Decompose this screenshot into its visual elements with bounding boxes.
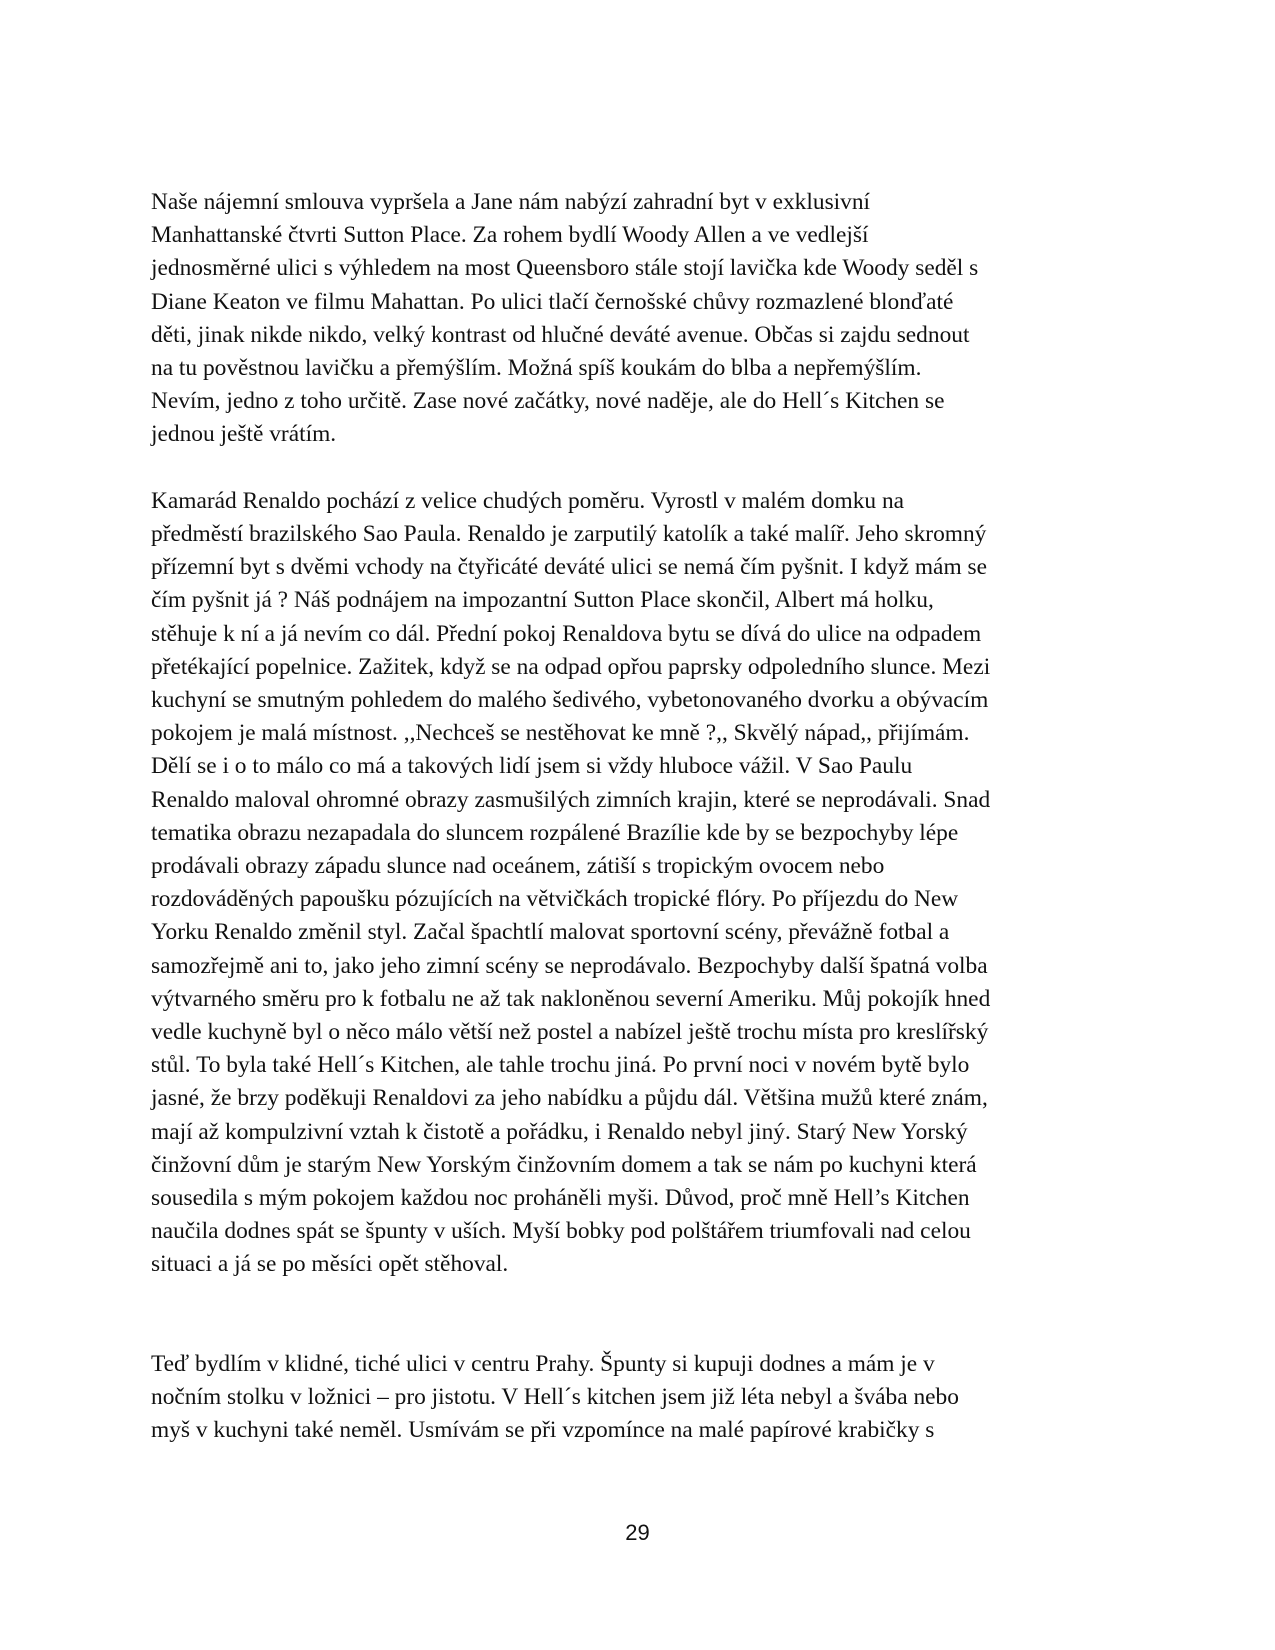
paragraph-2: [151, 485, 1131, 1282]
text-line: Diane Keaton ve filmu Mahattan. Po ulici tlačí černošské chůvy rozmazlené blonďaté: [151, 288, 954, 315]
text-line: mají až kompulzivní vztah k čistotě a pořádku, i Renaldo nebyl jiný. Starý New Yorský: [151, 1118, 968, 1145]
paragraph-3: [151, 1348, 1131, 1448]
text-line: Kamarád Renaldo pochází z velice chudých poměru. Vyrostl v malém domku na: [151, 487, 905, 514]
text-line: naučila dodnes spát se špunty v uších. Myší bobky pod polštářem triumfovali nad celou: [151, 1218, 971, 1245]
text-line: Renaldo maloval ohromné obrazy zasmušilých zimních krajin, které se neprodávali. Snad: [151, 786, 991, 813]
text-line: jednosměrné ulici s výhledem na most Queensboro stále stojí lavička kde Woody seděl s: [151, 255, 979, 282]
text-line: činžovní dům je starým New Yorským činžovním domem a tak se nám po kuchyni která: [151, 1151, 977, 1178]
text-line: Yorku Renaldo změnil styl. Začal špachtlí malovat sportovní scény, převážně fotbal a: [151, 919, 950, 946]
paragraph-spacer: [151, 452, 1131, 485]
text-line: Nevím, jedno z toho určitě. Zase nové začátky, nové naděje, ale do Hell´s Kitchen se: [151, 388, 945, 415]
text-line: výtvarného směru pro k fotbalu ne až tak nakloněnou severní Ameriku. Můj pokojík hned: [151, 985, 991, 1012]
text-line: nočním stolku v ložnici – pro jistotu. V Hell´s kitchen jsem již léta nebyl a švába nebo: [151, 1384, 959, 1411]
text-line: situaci a já se po měsíci opět stěhoval.: [151, 1251, 509, 1278]
text-line: Naše nájemní smlouva vypršela a Jane nám nabýzí zahradní byt v exklusivní: [151, 189, 871, 215]
text-line: rozdováděných papoušku pózujících na větvičkách tropické flóry. Po příjezdu do New: [151, 886, 959, 913]
text-line: prodávali obrazy západu slunce nad oceánem, zátiší s tropickým ovocem nebo: [151, 853, 885, 880]
text-line: předměstí brazilského Sao Paula. Renaldo je zarputilý katolík a také malíř. Jeho skromný: [151, 521, 987, 548]
text-line: Dělí se i o to málo co má a takových lidí jsem si vždy hluboce vážil. V Sao Paulu: [151, 753, 913, 780]
text-line: tematika obrazu nezapadala do sluncem rozpálené Brazílie kde by se bezpochyby lépe: [151, 819, 959, 846]
paragraph-spacer: [151, 1282, 1131, 1348]
text-line: Teď bydlím v klidné, tiché ulici v centru Prahy. Špunty si kupuji dodnes a mám je v: [151, 1351, 935, 1378]
text-line: sousedila s mým pokojem každou noc proháněli myši. Důvod, proč mně Hell’s Kitchen: [151, 1185, 970, 1212]
text-line: pokojem je malá místnost. ,,Nechceš se nestěhovat ke mně ?,, Skvělý nápad,, přijímám.: [151, 720, 970, 747]
text-line: myš v kuchyni také neměl. Usmívám se při vzpomínce na malé papírové krabičky s: [151, 1417, 935, 1444]
text-line: děti, jinak nikde nikdo, velký kontrast od hlučné deváté avenue. Občas si zajdu sednout: [151, 321, 970, 348]
text-line: Manhattanské čtvrti Sutton Place. Za rohem bydlí Woody Allen a ve vedlejší: [151, 222, 869, 249]
text-line: samozřejmě ani to, jako jeho zimní scény se neprodávalo. Bezpochyby další špatná volba: [151, 952, 988, 979]
text-line: čím pyšnit já ? Náš podnájem na impozantní Sutton Place skončil, Albert má holku,: [151, 587, 934, 614]
text-line: vedle kuchyně byl o něco málo větší než postel a nabízel ještě trochu místa pro kreslířský: [151, 1019, 989, 1046]
text-line: stůl. To byla také Hell´s Kitchen, ale tahle trochu jiná. Po první noci v novém bytě bylo: [151, 1052, 970, 1079]
page-number: 29: [625, 1520, 650, 1545]
text-line: stěhuje k ní a já nevím co dál. Přední pokoj Renaldova bytu se dívá do ulice na odpadem: [151, 620, 982, 647]
text-line: kuchyní se smutným pohledem do malého šedivého, vybetonovaného dvorku a obývacím: [151, 687, 989, 714]
text-line: jasné, že brzy poděkuji Renaldovi za jeho nabídku a půjdu dál. Většina mužů které znám,: [151, 1085, 988, 1112]
text-line: na tu pověstnou lavičku a přemýšlím. Možná spíš koukám do blba a nepřemýšlím.: [151, 355, 922, 382]
text-line: jednou ještě vrátím.: [151, 421, 337, 448]
body-text: [151, 186, 1131, 1448]
text-line: přízemní byt s dvěmi vchody na čtyřicáté deváté ulici se nemá čím pyšnit. I když mám se: [151, 554, 987, 581]
text-line: přetékající popelnice. Zažitek, když se na odpad opřou paprsky odpoledního slunce. Mezi: [151, 653, 991, 680]
paragraph-1: [151, 186, 1131, 452]
